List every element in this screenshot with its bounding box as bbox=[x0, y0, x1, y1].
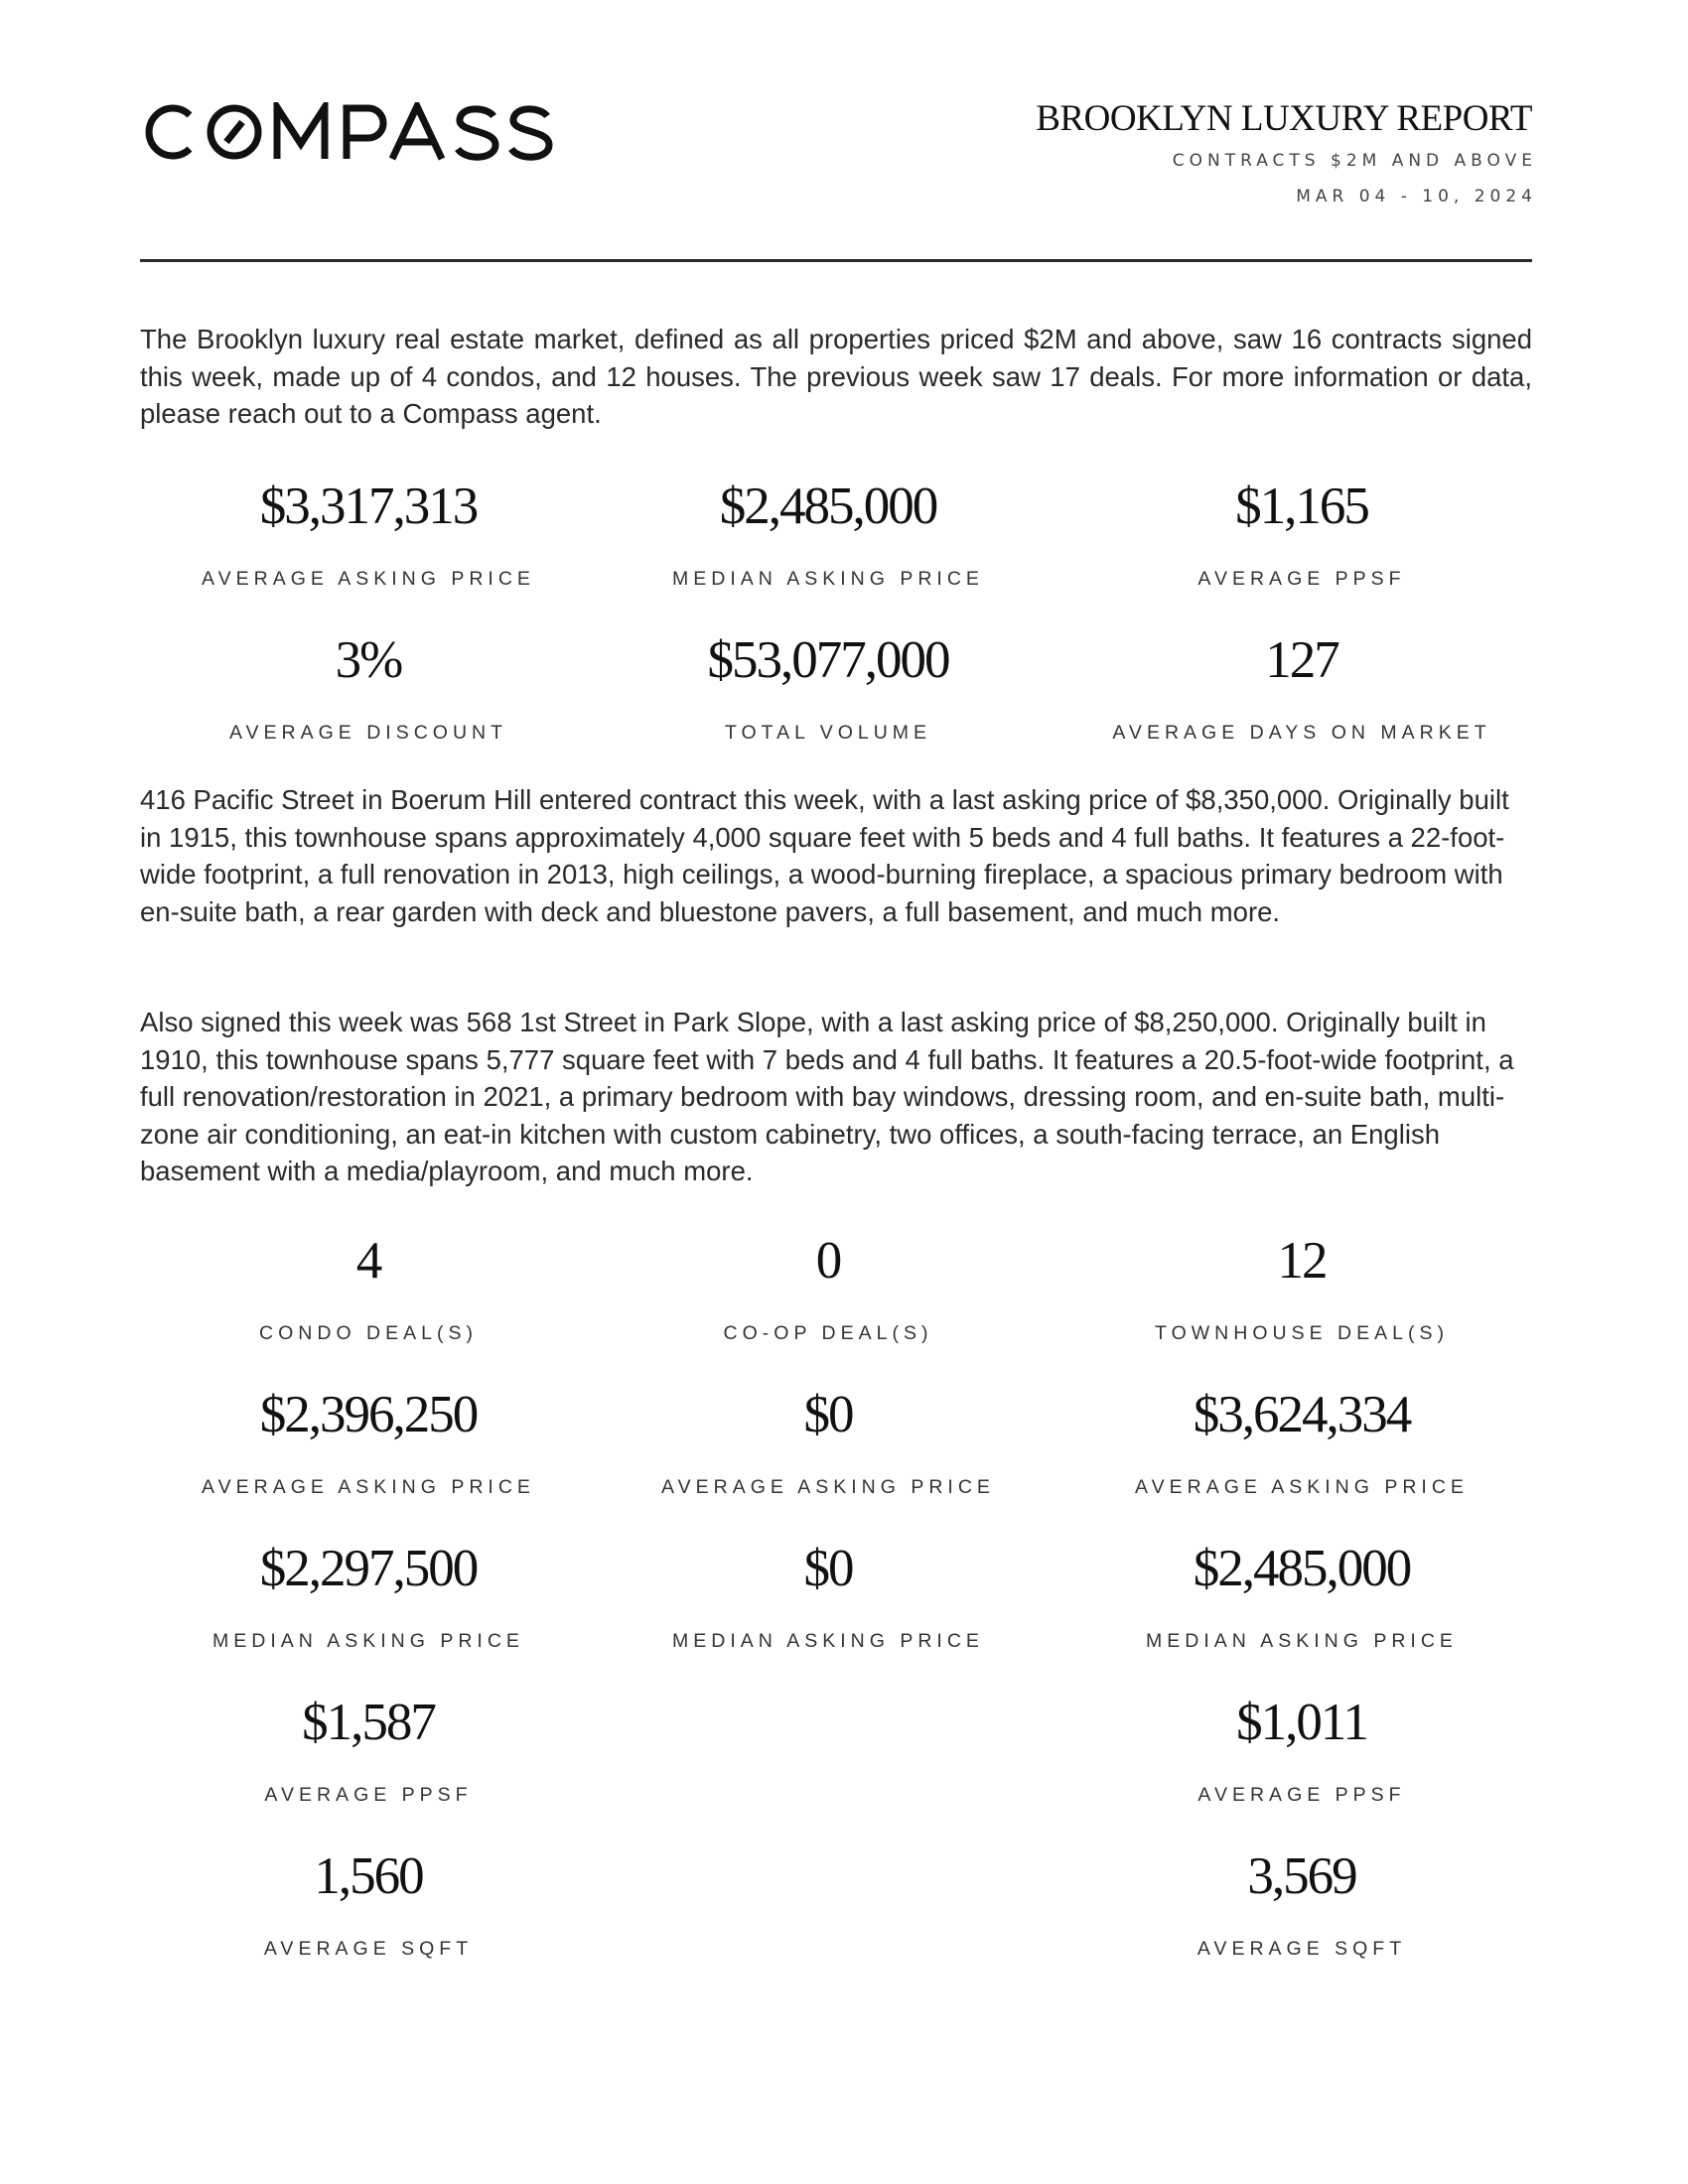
coop-median-asking-price bbox=[600, 1539, 1056, 1654]
intro-paragraph: The Brooklyn luxury real estate market, defined as all properties priced $2M and above, saw 16 contracts signed this week, made up of 4 condos, and 12 houses. The previous week saw 17 deals. For more information or data, please reach out to a Compass agent. bbox=[140, 324, 1532, 429]
stat-value: 12 bbox=[1277, 1232, 1327, 1290]
stat-average-days-on-market bbox=[1073, 630, 1530, 746]
stat-label: AVERAGE PPSF bbox=[1197, 568, 1406, 590]
condo-median-asking-price bbox=[140, 1539, 597, 1654]
stat-label: TOTAL VOLUME bbox=[724, 722, 932, 744]
stat-label: MEDIAN ASKING PRICE bbox=[672, 568, 984, 590]
stat-label: AVERAGE ASKING PRICE bbox=[1135, 1476, 1469, 1498]
stat-label: AVERAGE PPSF bbox=[1197, 1784, 1406, 1806]
stat-average-asking-price bbox=[140, 477, 597, 592]
stat-value: 127 bbox=[1265, 631, 1338, 689]
stat-label: AVERAGE DAYS ON MARKET bbox=[1112, 722, 1491, 744]
stat-value: 1,560 bbox=[314, 1847, 423, 1905]
report-header bbox=[1036, 95, 1537, 214]
stat-value: 3% bbox=[335, 631, 402, 689]
report-title: BROOKLYN LUXURY REPORT bbox=[1036, 98, 1532, 139]
stat-label: TOWNHOUSE DEAL(S) bbox=[1155, 1322, 1449, 1344]
stat-total-volume bbox=[600, 630, 1056, 746]
coop-deals bbox=[600, 1231, 1056, 1346]
report-subtitle: CONTRACTS $2M AND ABOVE bbox=[1172, 151, 1537, 171]
townhouse-average-sqft bbox=[1073, 1846, 1530, 1962]
stat-label: MEDIAN ASKING PRICE bbox=[672, 1630, 984, 1652]
stat-value: $1,587 bbox=[302, 1694, 435, 1751]
stat-label: AVERAGE SQFT bbox=[263, 1938, 474, 1960]
stat-label: AVERAGE SQFT bbox=[1196, 1938, 1407, 1960]
condo-average-asking-price bbox=[140, 1385, 597, 1500]
stat-label: MEDIAN ASKING PRICE bbox=[212, 1630, 524, 1652]
stat-value: 0 bbox=[815, 1232, 841, 1290]
stat-value: $1,165 bbox=[1235, 478, 1368, 535]
stat-label: AVERAGE ASKING PRICE bbox=[202, 1476, 535, 1498]
stat-value: $2,297,500 bbox=[259, 1540, 478, 1597]
stat-value: $2,396,250 bbox=[259, 1386, 478, 1443]
stat-value: $53,077,000 bbox=[707, 631, 949, 689]
stat-label: MEDIAN ASKING PRICE bbox=[1146, 1630, 1458, 1652]
highlight-paragraph-2: Also signed this week was 568 1st Street in Park Slope, with a last asking price of $8,250,000. Originally built in 1910, this townhouse spans 5,777 square feet with 7 beds and 4 full baths. It features a 20.5-foot-wide footprint, a full renovation/restoration in 2021, a primary bedroom with bay windows, dressing room, and en-suite bath, multi-zone air conditioning, an eat-in kitchen with custom cabinetry, two offices, a south-facing terrace, an English basement with a media/playroom, and much more. bbox=[140, 1007, 1514, 1186]
stat-average-ppsf bbox=[1073, 477, 1530, 592]
coop-average-asking-price bbox=[600, 1385, 1056, 1500]
header-divider bbox=[140, 259, 1532, 262]
stat-value: $1,011 bbox=[1236, 1694, 1367, 1751]
stat-value: 4 bbox=[355, 1232, 381, 1290]
stat-value: $0 bbox=[803, 1540, 853, 1597]
stat-value: 3,569 bbox=[1247, 1847, 1356, 1905]
stat-value: $0 bbox=[803, 1386, 853, 1443]
stat-value: $2,485,000 bbox=[1193, 1540, 1411, 1597]
condo-average-ppsf bbox=[140, 1693, 597, 1808]
compass-logo-icon bbox=[140, 102, 561, 162]
highlight-paragraph-1: 416 Pacific Street in Boerum Hill entered contract this week, with a last asking price of $8,350,000. Originally built in 1915, this townhouse spans approximately 4,000 square feet with 5 beds and 4 full baths. It features a 22-foot-wide footprint, a full renovation in 2013, high ceilings, a wood-burning fireplace, a spacious primary bedroom with en-suite bath, a rear garden with deck and bluestone pavers, a full basement, and much more. bbox=[140, 784, 1509, 927]
stat-value: $3,624,334 bbox=[1193, 1386, 1411, 1443]
condo-average-sqft bbox=[140, 1846, 597, 1962]
townhouse-deals bbox=[1073, 1231, 1530, 1346]
townhouse-average-asking-price bbox=[1073, 1385, 1530, 1500]
townhouse-median-asking-price bbox=[1073, 1539, 1530, 1654]
report-date-range: MAR 04 - 10, 2024 bbox=[1296, 187, 1537, 206]
stat-label: AVERAGE ASKING PRICE bbox=[202, 568, 535, 590]
stat-median-asking-price bbox=[600, 477, 1056, 592]
condo-deals bbox=[140, 1231, 597, 1346]
townhouse-average-ppsf bbox=[1073, 1693, 1530, 1808]
stat-label: CONDO DEAL(S) bbox=[259, 1322, 478, 1344]
stat-label: CO-OP DEAL(S) bbox=[723, 1322, 933, 1344]
compass-logo bbox=[140, 99, 561, 165]
stat-label: AVERAGE DISCOUNT bbox=[228, 722, 508, 744]
stat-value: $2,485,000 bbox=[719, 478, 937, 535]
stat-label: AVERAGE ASKING PRICE bbox=[661, 1476, 995, 1498]
stat-average-discount bbox=[140, 630, 597, 746]
stat-label: AVERAGE PPSF bbox=[264, 1784, 473, 1806]
stat-value: $3,317,313 bbox=[259, 478, 478, 535]
